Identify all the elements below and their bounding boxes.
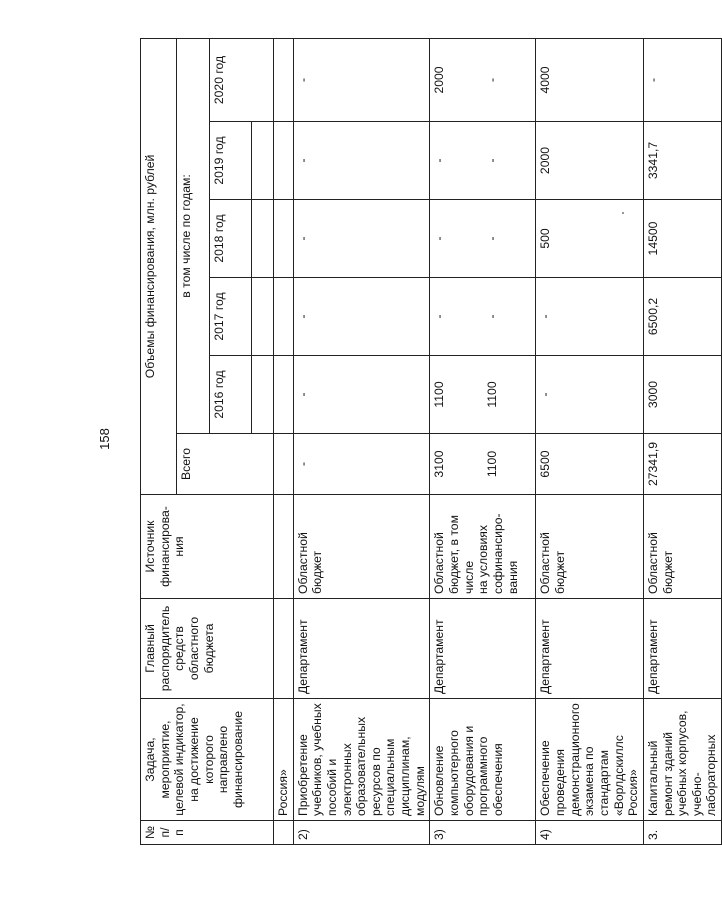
cell-2017: 6500,2 (643, 278, 721, 356)
header-task: Задача, мероприятие, целевой индикатор, на достижение которого направлено финансирование (141, 699, 274, 821)
cell-total: 6500 (536, 434, 643, 495)
cell-2020: 4000 (536, 38, 643, 121)
cell-manager: Департамент (536, 599, 643, 699)
header-row (141, 38, 177, 844)
total-cofinancing: 1100 (485, 450, 500, 478)
cell-total (430, 434, 536, 495)
cell-num: 2) (293, 821, 430, 845)
table-row (293, 38, 430, 844)
cell-task: Приобретение учебников, учебных пособий и электронных образовательных ресурсов по специальным дисциплинам, модулям (293, 699, 430, 821)
cell-empty (274, 122, 294, 200)
cell-2018: 14500 (643, 200, 721, 278)
header-year-2018: 2018 год (210, 200, 252, 278)
cell-task: Россия» (274, 699, 294, 821)
cell-source: Областной бюджет (536, 495, 643, 599)
cell-2017: - (293, 278, 430, 356)
cell-manager: Департамент (293, 599, 430, 699)
spacer (447, 282, 485, 351)
cell-2019 (430, 122, 536, 200)
cell-task: Обновление компьютерного оборудования и программного обеспечения (430, 699, 536, 821)
spacer (447, 204, 485, 273)
cell-task: Обеспечение проведения демонстрационного экзамена по стандартам «Ворлдскиллс Россия» (536, 699, 643, 821)
cell-num: 4) (536, 821, 643, 845)
y2020-cofinancing: - (485, 77, 500, 83)
spacer (447, 43, 485, 117)
header-by-years: в том числе по годам: (177, 38, 210, 433)
page-number: 158 (97, 428, 112, 450)
total-primary: 3100 (432, 450, 447, 478)
rotated-table-wrapper (140, 39, 719, 845)
financing-table (140, 38, 722, 845)
header-num: № п/п (141, 821, 274, 845)
header-total: Всего (177, 434, 274, 495)
cell-source: Областной бюджет (293, 495, 430, 599)
header-source: Источник финансирова-ния (141, 495, 274, 599)
y2017-cofinancing: - (485, 314, 500, 319)
cell-2020: - (293, 38, 430, 121)
cell-2016 (430, 356, 536, 434)
y2018-primary: - (432, 236, 447, 241)
table-row (274, 38, 294, 844)
y2019-cofinancing: - (485, 158, 500, 163)
header-empty-cell (252, 356, 274, 434)
cell-task: Капитальный ремонт зданий учебных корпусов, учебно-лабораторных (643, 699, 721, 821)
cell-manager: Департамент (643, 599, 721, 699)
cell-source (430, 495, 536, 599)
cell-2017: - (536, 278, 643, 356)
cell-2019: 3341,7 (643, 122, 721, 200)
spacer (447, 360, 485, 429)
source-primary: Областной бюджет, в том числе (432, 515, 476, 594)
table-row (430, 38, 536, 844)
cell-num: 3) (430, 821, 536, 845)
cell-total: - (293, 434, 430, 495)
header-year-2017: 2017 год (210, 278, 252, 356)
header-manager: Главный распорядитель средств областного бюджета (141, 599, 274, 699)
y2020-primary: 2000 (432, 66, 447, 94)
y2019-primary: - (432, 158, 447, 163)
table-row (536, 38, 643, 844)
cell-source: Областной бюджет (643, 495, 721, 599)
header-empty-cell (252, 278, 274, 356)
cell-2016: - (536, 356, 643, 434)
y2018-cofinancing: - (485, 236, 500, 241)
cell-num: 3. (643, 821, 721, 845)
cell-empty (274, 278, 294, 356)
cell-2018: - (293, 200, 430, 278)
header-year-2019: 2019 год (210, 122, 252, 200)
cell-total: 27341,9 (643, 434, 721, 495)
cell-empty (274, 495, 294, 599)
cell-2019: 2000 (536, 122, 643, 200)
header-volume: Объемы финансирования, млн. рублей (141, 38, 177, 494)
y2016-primary: 1100 (432, 381, 447, 408)
cell-2016: 3000 (643, 356, 721, 434)
source-cofinancing: на условиях софинансиро-вания (476, 513, 520, 594)
cell-2020: - (643, 38, 721, 121)
cell-2019: - (293, 122, 430, 200)
cell-empty (274, 200, 294, 278)
y2016-cofinancing: 1100 (485, 381, 500, 408)
spacer (447, 126, 485, 195)
cell-empty (274, 38, 294, 121)
header-empty-cell (252, 122, 274, 200)
cell-empty (274, 356, 294, 434)
cell-2016: - (293, 356, 430, 434)
cell-empty (274, 599, 294, 699)
cell-2017 (430, 278, 536, 356)
header-empty-cell (252, 200, 274, 278)
cell-2018 (430, 200, 536, 278)
cell-num (274, 821, 294, 845)
y2017-primary: - (432, 314, 447, 319)
cell-2020 (430, 38, 536, 121)
cell-empty (274, 434, 294, 495)
header-year-2016: 2016 год (210, 356, 252, 434)
header-year-2020: 2020 год (210, 38, 274, 121)
cell-2018: 500 (536, 200, 643, 278)
spacer (447, 438, 485, 490)
table-row (643, 38, 721, 844)
cell-manager: Департамент (430, 599, 536, 699)
